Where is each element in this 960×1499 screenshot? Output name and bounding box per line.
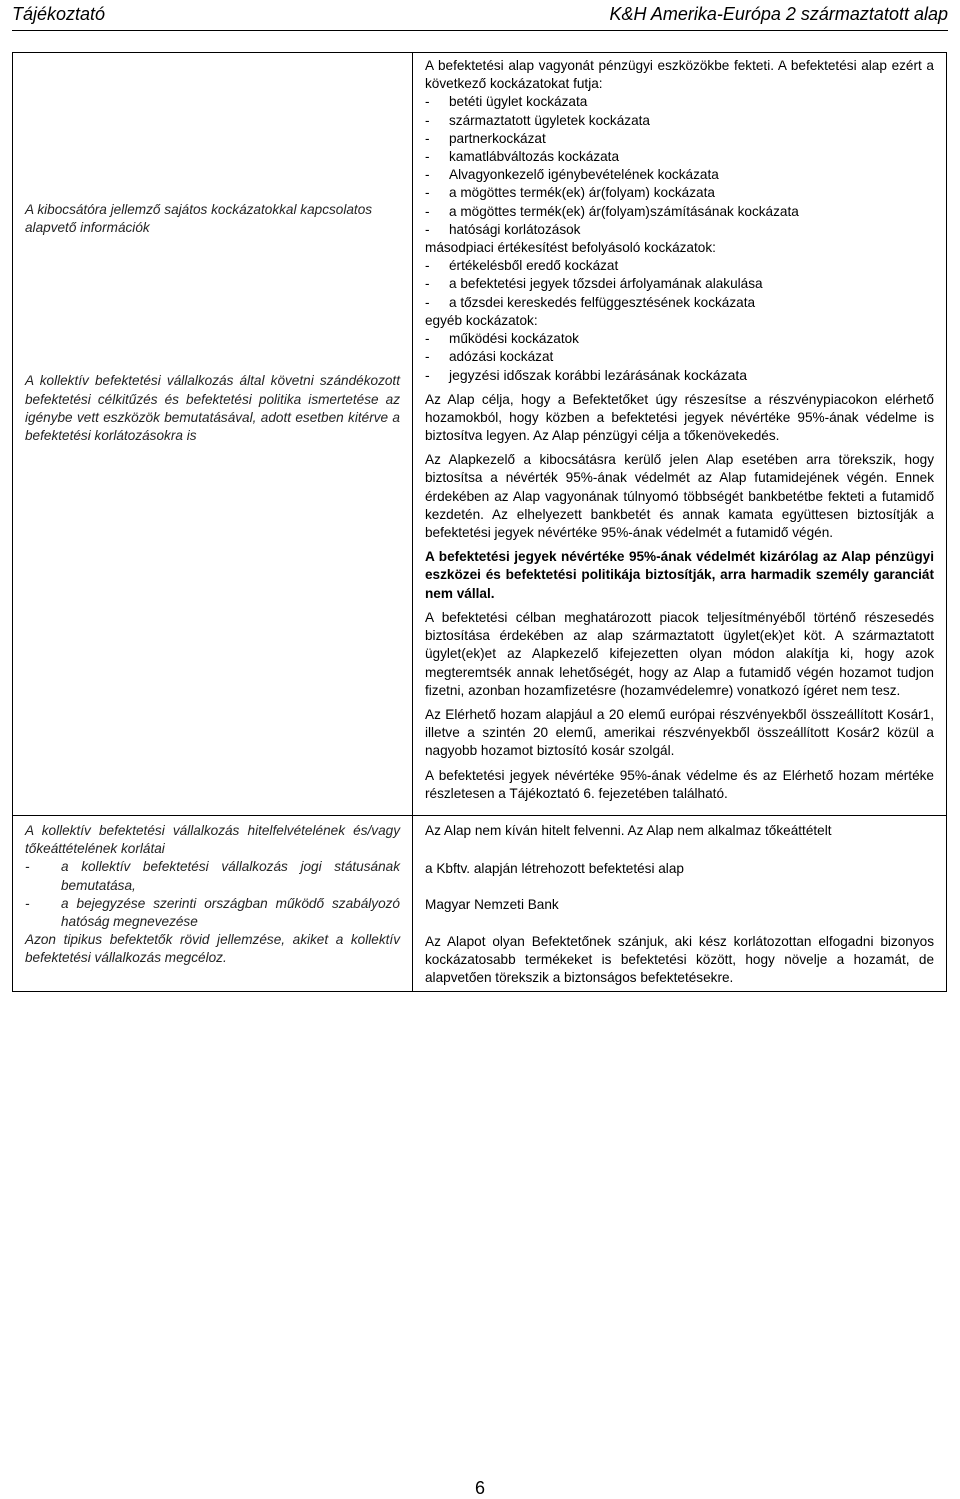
list-item: - a mögöttes termék(ek) ár(folyam)számításának kockázata — [425, 203, 934, 221]
authority-value: Magyar Nemzeti Bank — [425, 897, 559, 913]
list-item: - a mögöttes termék(ek) ár(folyam) kockázata — [425, 184, 934, 202]
table-row-risk-policy — [13, 53, 947, 816]
page-number: 6 — [474, 1478, 485, 1498]
policy-paragraph-guarantee — [425, 548, 934, 603]
policy-paragraph-derivatives: A befektetési célban meghatározott piacok teljesítményéből történő részesedés biztosítása érdekében az alap származtatott ügylet(ek)et köt. A származtatott ügylet(ek)et az Alapkezelő kifejezetten olyan módon alakítja ki, hogy azok megteremtsék annak lehetőségét, hogy az Alap a futamidő végén hozamot tudjon fizetni, azonban hozamfizetésre (hozamvédelemre) vonatkozó ígéret nem tesz. — [425, 609, 934, 698]
label-investment-policy: A kollektív befektetési vállalkozás által követni szándékozott befektetési célkitűzés és befektetési politika ismertetése az igénybe vett eszközök bemutatásával, adott esetben kitérve a befektetési korlátozásokra is — [25, 373, 400, 444]
policy-paragraph-protection: Az Alapkezelő a kibocsátásra kerülő jelen Alap esetében arra törekszik, hogy biztosítsa a névérték 95%-ának védelmét az Alap futamidejének végén. Ennek érdekében az Alap vagyonának túlnyomó többségét bankbetétbe fekteti a futamidő kezdetén. Az elhelyezett bankbetét és annak kamata együttesen biztosítják a befektetési jegyek névértéke 95%-ának védelmét a futamidő végén. — [425, 452, 934, 541]
label-authority: a bejegyzése szerinti országban működő szabályozó hatóság megnevezése — [61, 895, 400, 929]
info-table — [12, 52, 947, 992]
legal-status-value: a Kbftv. alapján létrehozott befektetési alap — [425, 861, 684, 877]
list-item: - kamatlábváltozás kockázata — [425, 148, 934, 166]
label-leverage-limits: A kollektív befektetési vállalkozás hitelfelvételének és/vagy tőkeáttételének korlátai — [25, 822, 400, 857]
label-risk-info: A kibocsátóra jellemző sajátos kockázatokkal kapcsolatos alapvető információk — [25, 202, 373, 236]
risk-list — [425, 93, 934, 239]
other-risk-list — [425, 330, 934, 385]
right-cell-risk-policy — [413, 53, 947, 816]
list-item: - Alvagyonkezelő igénybevételének kockázata — [425, 166, 934, 184]
list-item: - a befektetési jegyek tőzsdei árfolyamának alakulása — [425, 275, 934, 293]
secondary-risk-list — [425, 257, 934, 312]
policy-paragraph-baskets: Az Elérhető hozam alapjául a 20 elemű európai részvényekből összeállított Kosár1, illetve a szintén 20 elemű, amerikai részvényekből összeállított Kosár2 közül a nagyobb hozamot biztosító kosár szolgál. — [425, 706, 934, 759]
list-item: - a kollektív befektetési vállalkozás jogi státusának bemutatása, — [25, 859, 400, 893]
page-header — [12, 0, 948, 31]
policy-paragraph-goal: Az Alap célja, hogy a Befektetőket úgy részesítse a részvénypiacokon elérhető hozamokból, hogy közben a befektetési jegyek névértéke 95%-ának védelme is biztosítva legyen. Az Alap pénzügyi célja a tőkenövekedés. — [425, 391, 934, 444]
investors-value: Az Alapot olyan Befektetőnek szánjuk, aki kész korlátozottan elfogadni bizonyos kockázatosabb termékeket is befektetési között, hogy növelje a hozamát, de alapvetően törekszik a biztonságos befektetésekre. — [425, 933, 934, 985]
table-row-legal — [13, 815, 947, 991]
list-item: - értékelésből eredő kockázat — [425, 257, 934, 275]
bold-guarantee-text: A befektetési jegyek névértéke 95%-ának védelmét kizárólag az Alap pénzügyi eszközei és befektetési politikája biztosítják, arra harmadik személy garanciát nem vállal. — [425, 549, 934, 601]
list-item: - a bejegyzése szerinti országban működő szabályozó hatóság megnevezése — [25, 895, 400, 929]
list-item: - jegyzési időszak korábbi lezárásának kockázata — [425, 366, 934, 384]
header-doc-type: Tájékoztató — [12, 4, 106, 24]
leverage-value: Az Alap nem kíván hitelt felvenni. Az Alap nem alkalmaz tőkeáttételt — [425, 822, 832, 838]
label-target-investors: Azon tipikus befektetők rövid jellemzése, akiket a kollektív befektetési vállalkozás megcéloz. — [25, 932, 400, 966]
list-item: - működési kockázatok — [425, 330, 934, 348]
left-cell-legal — [13, 815, 413, 991]
policy-paragraph-reference: A befektetési jegyek névértéke 95%-ának védelme és az Elérhető hozam mértéke részletesen a Tájékoztató 6. fejezetében található. — [425, 767, 934, 801]
left-cell-risk-policy — [13, 53, 413, 816]
list-item: - hatósági korlátozások — [425, 221, 934, 239]
legal-label-list — [25, 858, 400, 931]
list-item: - adózási kockázat — [425, 348, 934, 366]
label-legal-status: a kollektív befektetési vállalkozás jogi státusának bemutatása, — [61, 859, 400, 893]
secondary-risk-title: másodpiaci értékesítést befolyásoló kockázatok: — [425, 240, 716, 256]
list-item: - betéti ügylet kockázata — [425, 93, 934, 111]
right-cell-legal — [413, 815, 947, 991]
header-fund-name: K&H Amerika-Európa 2 származtatott alap — [609, 4, 948, 24]
list-item: - a tőzsdei kereskedés felfüggesztésének kockázata — [425, 294, 934, 312]
other-risk-title: egyéb kockázatok: — [425, 312, 538, 328]
list-item: - származtatott ügyletek kockázata — [425, 112, 934, 130]
list-item: - partnerkockázat — [425, 130, 934, 148]
risk-intro: A befektetési alap vagyonát pénzügyi eszközökbe fekteti. A befektetési alap ezért a következő kockázatokat futja: — [425, 58, 934, 92]
